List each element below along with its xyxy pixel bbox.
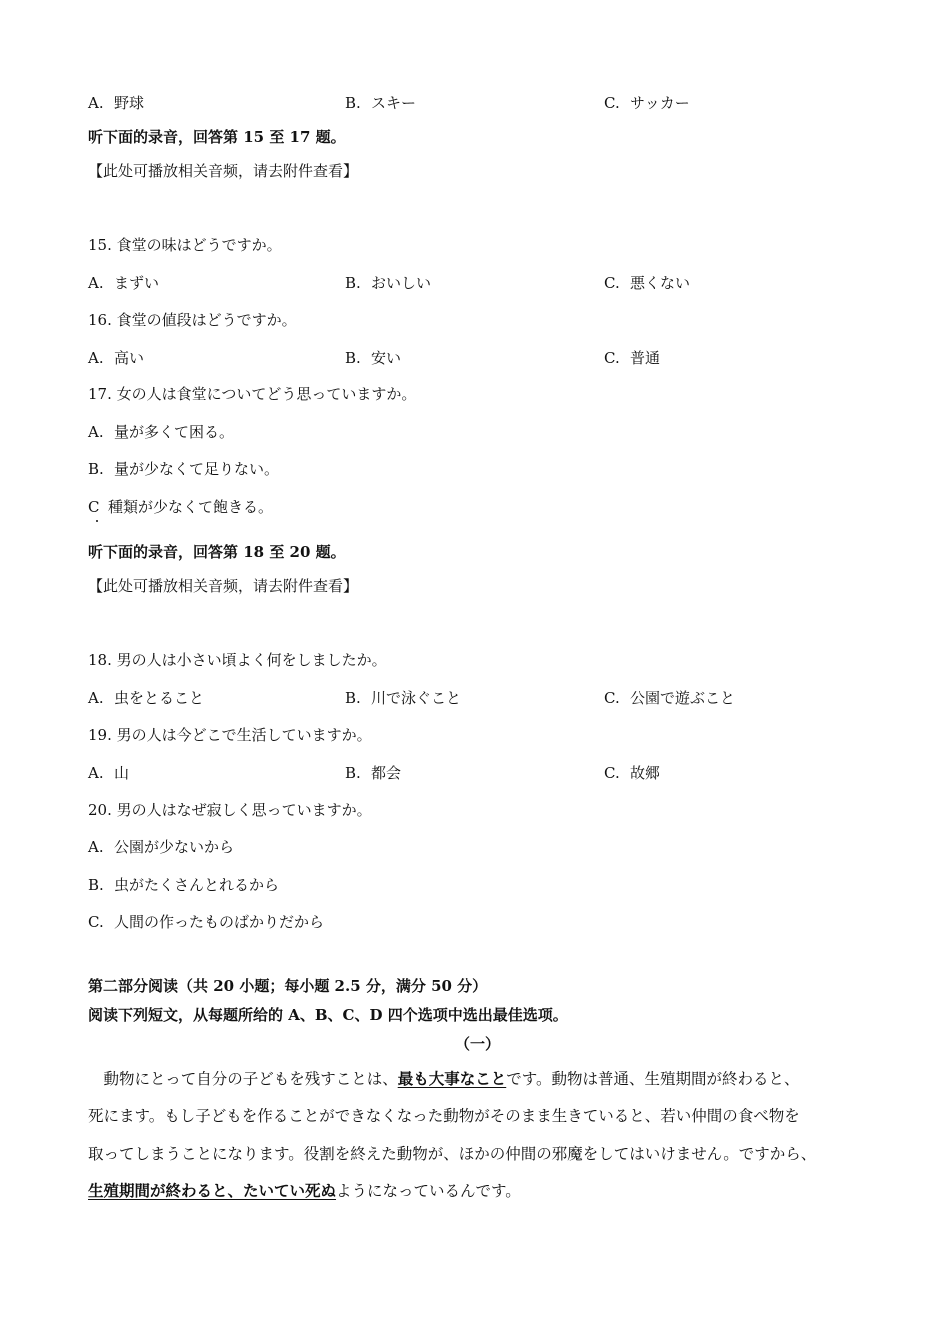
option-text: スキー <box>371 94 417 112</box>
option-label: B. <box>88 460 104 478</box>
q14-option-b <box>345 93 416 113</box>
option-label: B. <box>345 94 361 112</box>
q18-option-c <box>604 688 735 708</box>
q15-options <box>88 273 888 293</box>
part2-instruction: 阅读下列短文，从每题所给的 A、B、C、D 四个选项中选出最佳选项。 <box>88 1006 568 1024</box>
q15-option-c <box>604 273 690 293</box>
option-text: 山 <box>114 764 130 782</box>
section-18-20-instruction: 听下面的录音，回答第 18 至 20 题。 <box>88 543 346 561</box>
underlined-phrase-1: 最も大事なこと <box>397 1069 507 1088</box>
q15-option-b <box>345 273 431 293</box>
q14-options <box>88 93 888 113</box>
option-text: 虫がたくさんとれるから <box>114 876 280 894</box>
q17-option-b <box>88 459 279 479</box>
stray-dot <box>96 520 98 522</box>
passage-line-3: 取ってしまうことになります。役割を終えた動物が、ほかの仲間の邪魔をしてはいけません。ですから、 <box>88 1145 817 1163</box>
option-label: B. <box>345 274 361 292</box>
option-text: おいしい <box>371 274 432 292</box>
q19-option-b <box>345 763 401 783</box>
passage-line-4 <box>88 1181 868 1201</box>
q19-option-c <box>604 763 660 783</box>
part2-title: 第二部分阅读（共 20 小题；每小题 2.5 分，满分 50 分） <box>88 977 488 995</box>
option-text: 悪くない <box>630 274 691 292</box>
q15-stem: 15. 食堂の味はどうですか。 <box>88 236 282 254</box>
option-text: 種類が少なくて飽きる。 <box>108 498 274 516</box>
q20-option-c <box>88 912 324 932</box>
q20-stem: 20. 男の人はなぜ寂しく思っていますか。 <box>88 801 372 819</box>
passage-line-2: 死にます。もし子どもを作ることができなくなった動物がそのまま生きていると、若い仲間の食べ物を <box>88 1107 800 1125</box>
option-text: 人間の作ったものばかりだから <box>114 913 325 931</box>
q14-option-c <box>604 93 690 113</box>
option-text: 公園で遊ぶこと <box>630 689 736 707</box>
q20-option-a <box>88 837 234 857</box>
q14-option-a <box>88 93 144 113</box>
option-text: 野球 <box>114 94 145 112</box>
option-label: B. <box>345 689 361 707</box>
option-label: A. <box>88 349 104 367</box>
q18-options <box>88 688 888 708</box>
passage-text: ようになっているんです。 <box>336 1182 521 1200</box>
option-label: C. <box>604 94 620 112</box>
option-text: 都会 <box>371 764 402 782</box>
option-text: 量が少なくて足りない。 <box>114 460 280 478</box>
q19-option-a <box>88 763 129 783</box>
q18-option-a <box>88 688 204 708</box>
option-label: A. <box>88 423 104 441</box>
passage-text: 動物にとって自分の子どもを残すことは、 <box>88 1070 398 1088</box>
option-label: C. <box>604 764 620 782</box>
option-label: A. <box>88 764 104 782</box>
section-15-17-audio-note[interactable]: 【此处可播放相关音频，请去附件查看】 <box>88 162 359 180</box>
option-text: 量が多くて困る。 <box>114 423 235 441</box>
option-label: C <box>88 498 100 516</box>
passage-text: です。動物は普通、生殖期間が終わると、 <box>506 1070 800 1088</box>
option-text: 普通 <box>630 349 661 367</box>
option-text: 虫をとること <box>114 689 205 707</box>
q16-option-b <box>345 348 401 368</box>
q18-stem: 18. 男の人は小さい頃よく何をしましたか。 <box>88 651 387 669</box>
q17-option-c <box>88 497 273 517</box>
q16-stem: 16. 食堂の値段はどうですか。 <box>88 311 297 329</box>
option-label: B. <box>345 349 361 367</box>
option-label: C. <box>604 274 620 292</box>
option-label: A. <box>88 689 104 707</box>
q16-options <box>88 348 888 368</box>
q20-option-b <box>88 875 279 895</box>
option-text: 川で泳ぐこと <box>371 689 462 707</box>
option-label: A. <box>88 274 104 292</box>
option-text: サッカー <box>630 94 690 112</box>
option-label: C. <box>88 913 104 931</box>
option-label: A. <box>88 94 104 112</box>
q17-stem: 17. 女の人は食堂についてどう思っていますか。 <box>88 385 417 403</box>
option-label: A. <box>88 838 104 856</box>
q16-option-a <box>88 348 144 368</box>
section-15-17-instruction: 听下面的录音，回答第 15 至 17 题。 <box>88 128 346 146</box>
q16-option-c <box>604 348 660 368</box>
option-label: B. <box>88 876 104 894</box>
q19-options <box>88 763 888 783</box>
passage-line-1 <box>88 1069 868 1089</box>
underlined-phrase-2: 生殖期間が終わると、たいてい死ぬ <box>88 1181 337 1200</box>
option-label: C. <box>604 689 620 707</box>
q18-option-b <box>345 688 461 708</box>
option-text: 公園が少ないから <box>114 838 235 856</box>
option-text: まずい <box>114 274 160 292</box>
passage-number: （一） <box>455 1035 501 1053</box>
q17-option-a <box>88 422 234 442</box>
option-text: 高い <box>114 349 145 367</box>
option-text: 安い <box>371 349 402 367</box>
section-18-20-audio-note[interactable]: 【此处可播放相关音频，请去附件查看】 <box>88 577 359 595</box>
option-label: B. <box>345 764 361 782</box>
option-text: 故郷 <box>630 764 661 782</box>
q15-option-a <box>88 273 159 293</box>
option-label: C. <box>604 349 620 367</box>
q19-stem: 19. 男の人は今どこで生活していますか。 <box>88 726 372 744</box>
